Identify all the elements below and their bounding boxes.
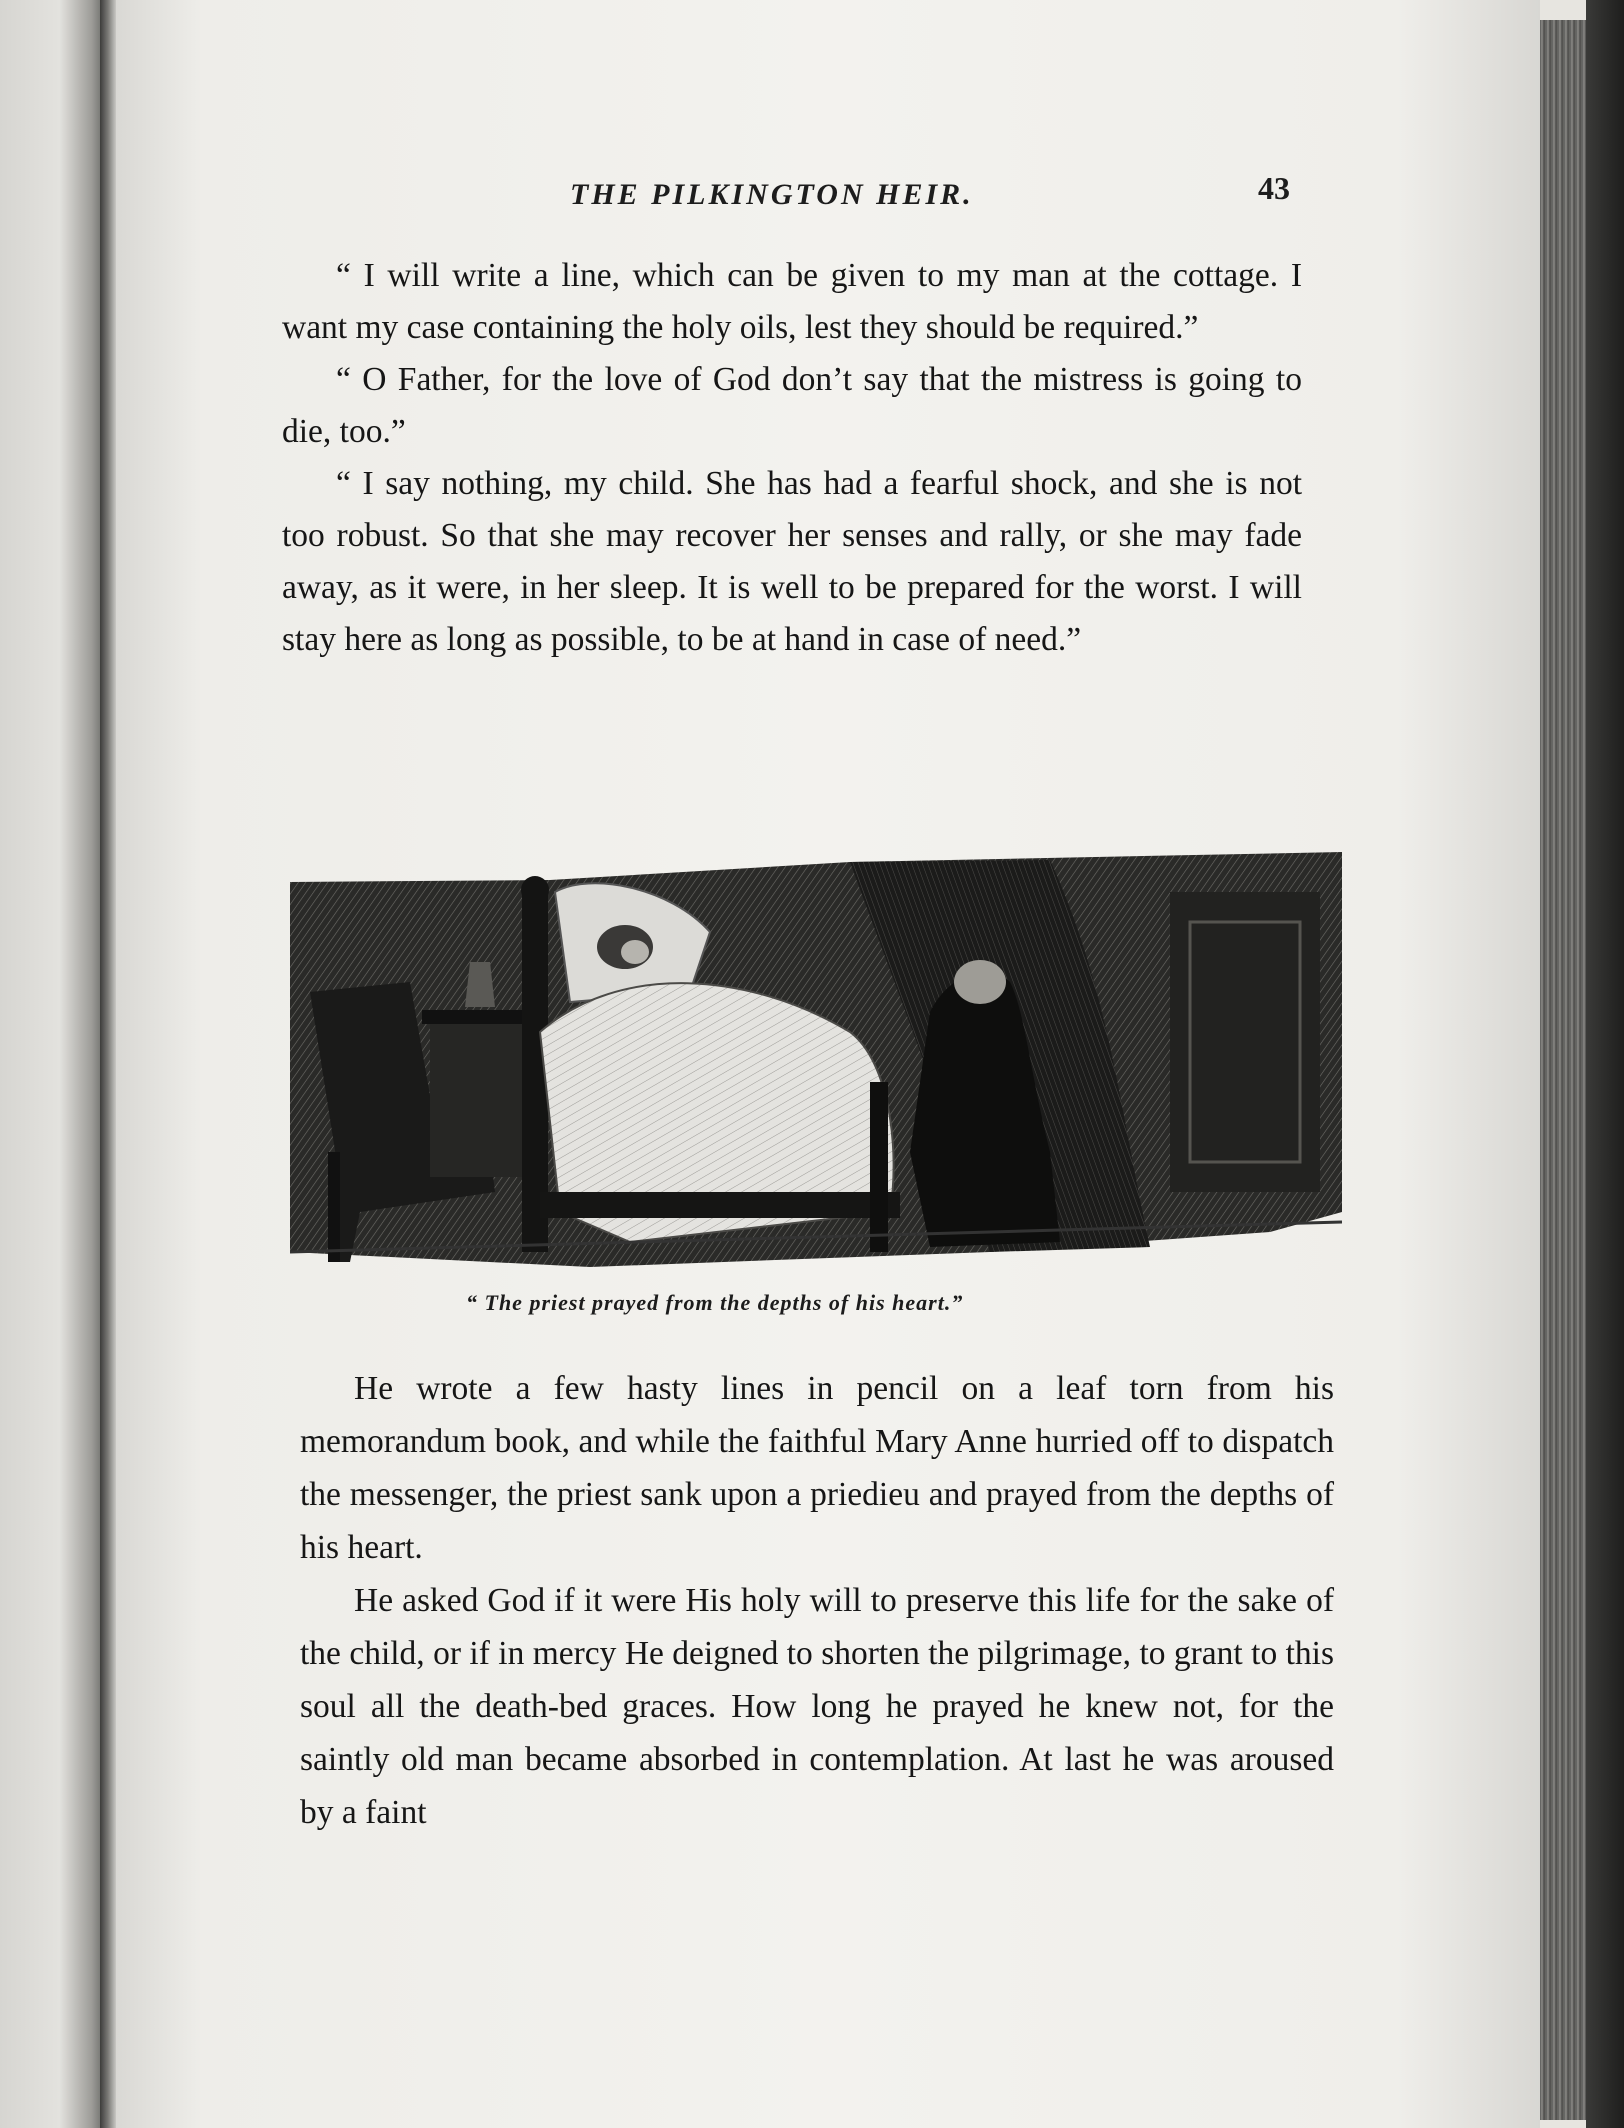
paragraph: He asked God if it were His holy will to preserve this life for the sake of the child, or if in mercy He deigned to shorten the pilgrimage, to grant to this soul all the death-bed graces. How long he prayed he knew not, for the saintly old man became absorbed in contemplation. At last he was aroused by a faint [300, 1582, 1334, 1831]
bedside-illustration [290, 852, 1342, 1272]
running-title: THE PILKINGTON HEIR. [570, 178, 974, 211]
paragraph: “ O Father, for the love of God don’t say that the mistress is going to die, too.” [282, 361, 1302, 450]
text-block-bottom [300, 1362, 1334, 1839]
page-number: 43 [1258, 170, 1290, 206]
paragraph: “ I will write a line, which can be given to my man at the cottage. I want my case containing the holy oils, lest they should be required.” [282, 257, 1302, 346]
illustration-caption: “ The priest prayed from the depths of his heart.” [466, 1290, 964, 1315]
paragraph: He wrote a few hasty lines in pencil on a leaf torn from his memorandum book, and while the faithful Mary Anne hurried off to dispatch the messenger, the priest sank upon a priedieu and prayed from the depths of his heart. [300, 1370, 1334, 1566]
text-block-top [282, 250, 1302, 666]
facing-page-edge [0, 0, 108, 2128]
book-gutter [100, 0, 116, 2128]
book-cover-edge [1586, 0, 1624, 2128]
paragraph: “ I say nothing, my child. She has had a fearful shock, and she is not too robust. So that she may recover her senses and rally, or she may fade away, as it were, in her sleep. It is well to be prepared for the worst. I will stay here as long as possible, to be at hand in case of need.” [282, 465, 1302, 658]
